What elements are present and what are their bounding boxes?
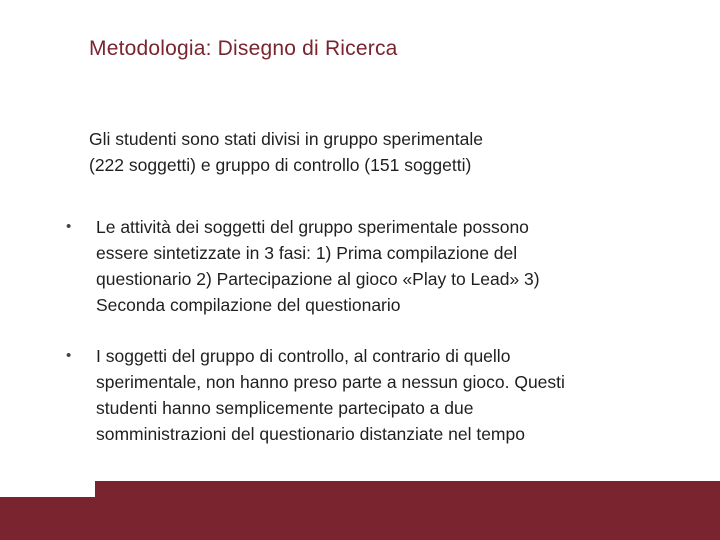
intro-paragraph — [89, 126, 649, 178]
bullet-line: studenti hanno semplicemente partecipato a due — [96, 398, 474, 418]
bullet-text — [96, 214, 666, 318]
intro-line: (222 soggetti) e gruppo di controllo (151 soggetti) — [89, 155, 472, 175]
bullet-text — [96, 343, 666, 447]
bullet-line: Seconda compilazione del questionario — [96, 295, 401, 315]
bullet-line: essere sintetizzate in 3 fasi: 1) Prima compilazione del — [96, 243, 518, 263]
bullet-line: sperimentale, non hanno preso parte a nessun gioco. Questi — [96, 372, 565, 392]
footer-accent-step — [0, 497, 95, 540]
bullet-line: I soggetti del gruppo di controllo, al contrario di quello — [96, 346, 511, 366]
bullet-line: somministrazioni del questionario distanziate nel tempo — [96, 424, 525, 444]
slide-title: Metodologia: Disegno di Ricerca — [89, 37, 398, 60]
bullet-icon: • — [66, 218, 72, 235]
footer-accent-bar — [95, 481, 720, 540]
bullet-icon: • — [66, 347, 72, 364]
bullet-line: questionario 2) Partecipazione al gioco «Play to Lead» 3) — [96, 269, 540, 289]
intro-line: Gli studenti sono stati divisi in gruppo sperimentale — [89, 129, 483, 149]
bullet-line: Le attività dei soggetti del gruppo sperimentale possono — [96, 217, 529, 237]
